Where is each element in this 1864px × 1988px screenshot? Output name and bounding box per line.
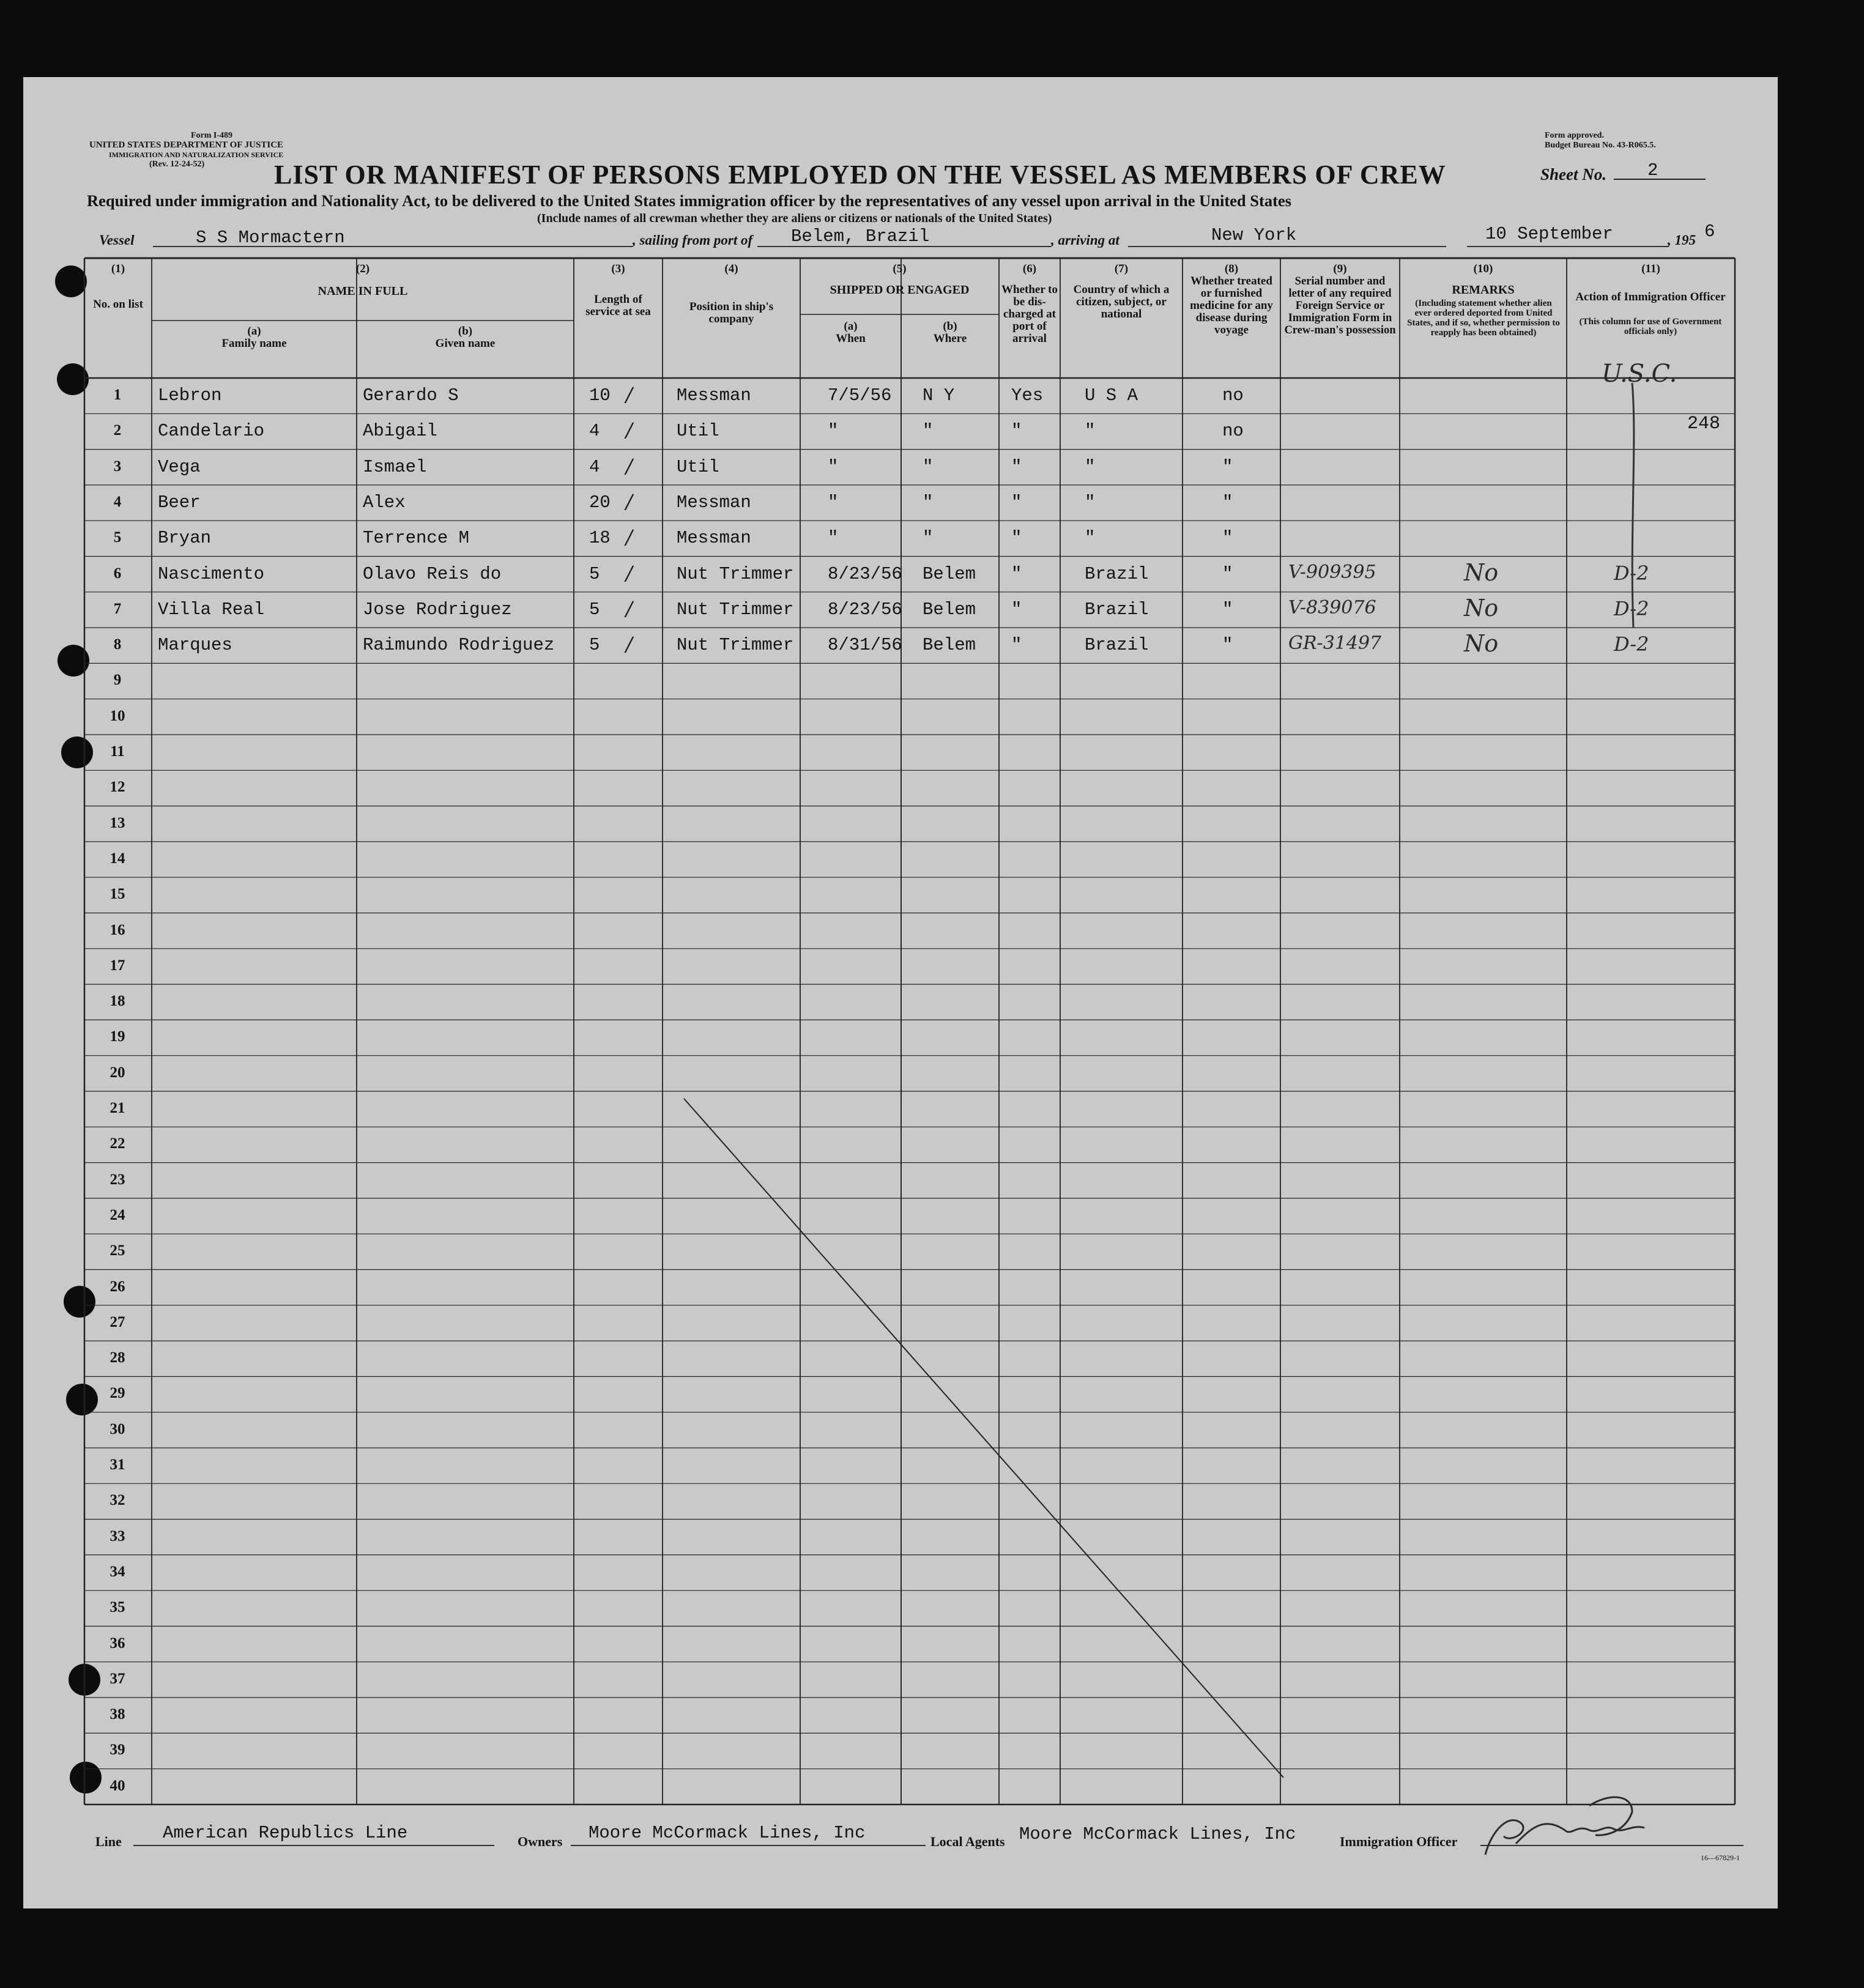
col11-header: Action of Immigration Officer (1575, 291, 1726, 303)
col2a-header: (a) Family name (221, 325, 287, 350)
col9-number: (9) (1333, 262, 1347, 275)
year-digit: 6 (1704, 221, 1715, 242)
medicine-flag: " (1222, 635, 1233, 656)
row-number: 15 (110, 886, 125, 903)
given-name: Terrence M (363, 528, 470, 549)
shipped-where: " (923, 492, 934, 513)
agency-name: UNITED STATES DEPARTMENT OF JUSTICE (89, 140, 284, 150)
col11-number: (11) (1641, 262, 1660, 275)
col5-header: SHIPPED OR ENGAGED (830, 283, 970, 297)
check-tick: / (626, 418, 633, 442)
discharge-flag: " (1011, 456, 1022, 477)
row-number: 17 (110, 957, 125, 974)
service-length: 20 (589, 492, 611, 513)
position: Messman (677, 385, 751, 406)
service-length: 4 (589, 456, 600, 477)
form-revision: (Rev. 12-24-52) (149, 160, 205, 169)
remarks: No (1464, 558, 1499, 586)
annotation-number: 248 (1687, 414, 1721, 434)
medicine-flag: " (1222, 563, 1233, 584)
row-number: 3 (113, 458, 122, 475)
discharge-flag: " (1011, 492, 1022, 513)
given-name: Raimundo Rodriguez (363, 635, 555, 656)
country: " (1085, 421, 1096, 442)
given-name: Jose Rodriguez (363, 599, 512, 620)
shipped-where: Belem (923, 599, 976, 620)
form-approval: Form approved. (1545, 131, 1604, 140)
medicine-flag: " (1222, 599, 1233, 620)
col4-header: Position in ship's company (689, 300, 774, 325)
shipped-when: 8/23/56 (828, 599, 902, 620)
country: " (1085, 456, 1096, 477)
country: Brazil (1085, 635, 1149, 656)
position: Messman (677, 492, 751, 513)
row-number: 27 (110, 1313, 125, 1330)
form-instruction: (Include names of all crewman whether they are aliens or citizens or nationals of the United States) (537, 212, 1052, 225)
col8-header: Whether treated or furnished medicine for any disease during voyage (1190, 275, 1273, 336)
col6-number: (6) (1022, 262, 1037, 275)
shipped-when: " (828, 456, 839, 477)
row-number: 33 (110, 1527, 125, 1545)
col7-header: Country of which a citizen, subject, or national (1073, 283, 1170, 321)
officer-action: D-2 (1614, 596, 1649, 620)
row-number: 12 (110, 779, 125, 796)
col10-header: REMARKS (1452, 283, 1515, 297)
position: Messman (677, 528, 751, 549)
officer-signature (1467, 1787, 1669, 1873)
country: Brazil (1085, 599, 1149, 620)
row-number: 20 (110, 1064, 125, 1081)
row-number: 6 (113, 565, 122, 582)
sailing-label: , sailing from port of (633, 232, 753, 248)
medicine-flag: " (1222, 492, 1233, 513)
row-number: 8 (113, 636, 122, 653)
serial-number: V-839076 (1288, 596, 1376, 618)
row-number: 39 (110, 1741, 125, 1759)
family-name: Marques (158, 635, 232, 656)
row-number: 7 (113, 600, 122, 617)
row-number: 13 (110, 814, 125, 831)
given-name: Alex (363, 492, 406, 513)
service-length: 10 (589, 385, 611, 406)
col5a-header: (a) When (836, 320, 866, 345)
serial-number: V-909395 (1288, 561, 1376, 583)
col3-header: Length of service at sea (585, 293, 651, 318)
sheet-number: 2 (1647, 160, 1658, 180)
col10-note: (Including statement whether alien ever ordered deported from United States, and if so, whether permission to reapply has been obtained) (1407, 299, 1560, 338)
owners-underline (571, 1845, 926, 1846)
discharge-flag: " (1011, 563, 1022, 584)
family-name: Candelario (158, 421, 265, 442)
row-number: 5 (113, 529, 122, 546)
family-name: Vega (158, 456, 201, 477)
row-number: 11 (110, 743, 125, 760)
medicine-flag: " (1222, 528, 1233, 549)
footer-code: 16—67829-1 (1701, 1853, 1740, 1862)
budget-bureau: Budget Bureau No. 43-R065.5. (1545, 141, 1656, 150)
row-number: 36 (110, 1634, 125, 1652)
vessel-label: Vessel (99, 232, 135, 248)
col4-number: (4) (724, 262, 738, 275)
col2-number: (2) (355, 262, 370, 275)
row-number: 24 (110, 1206, 125, 1223)
row-number: 23 (110, 1171, 125, 1188)
col11-note: (This column for use of Government officials only) (1579, 317, 1722, 336)
country: " (1085, 528, 1096, 549)
col2b-header: (b) Given name (435, 325, 496, 350)
position: Nut Trimmer (677, 563, 794, 584)
remarks: No (1464, 594, 1499, 621)
col10-number: (10) (1473, 262, 1493, 275)
bracket-mark (1589, 377, 1663, 634)
serial-number: GR-31497 (1288, 632, 1382, 655)
check-tick: / (626, 525, 633, 549)
col5-number: (5) (893, 262, 907, 275)
col5b-header: (b) Where (933, 320, 967, 345)
row-number: 21 (110, 1100, 125, 1116)
shipped-when: 7/5/56 (828, 385, 892, 406)
officer-action: D-2 (1614, 561, 1649, 585)
col3-number: (3) (611, 262, 625, 275)
row-number: 22 (110, 1135, 125, 1152)
col8-number: (8) (1224, 262, 1239, 275)
position: Nut Trimmer (677, 635, 794, 656)
row-number: 18 (110, 993, 125, 1010)
service-length: 5 (589, 599, 600, 620)
row-number: 40 (110, 1777, 125, 1794)
row-number: 28 (110, 1349, 125, 1367)
officer-action: U.S.C. (1602, 360, 1677, 388)
check-tick: / (626, 596, 633, 620)
shipping-line: American Republics Line (163, 1823, 408, 1843)
line-label: Line (95, 1834, 122, 1849)
row-number: 26 (110, 1278, 125, 1295)
check-tick: / (626, 632, 633, 656)
discharge-flag: " (1011, 528, 1022, 549)
shipped-where: N Y (923, 385, 955, 406)
row-number: 25 (110, 1242, 125, 1259)
agents-name: Moore McCormack Lines, Inc (1019, 1824, 1296, 1844)
paper-crease (684, 1099, 1283, 1778)
departure-port: Belem, Brazil (791, 226, 930, 247)
form-title: LIST OR MANIFEST OF PERSONS EMPLOYED ON THE VESSEL AS MEMBERS OF CREW (274, 160, 1446, 190)
row-number: 30 (110, 1420, 125, 1437)
discharge-flag: " (1011, 421, 1022, 442)
discharge-flag: " (1011, 599, 1022, 620)
form-number: Form I-489 (191, 131, 233, 140)
officer-action: D-2 (1614, 632, 1649, 656)
line-underline (133, 1845, 494, 1846)
col6-header: Whether to be dis-charged at port of arrival (1001, 283, 1058, 345)
owners-name: Moore McCormack Lines, Inc (589, 1823, 866, 1843)
arrival-date: 10 September (1485, 224, 1613, 244)
discharge-flag: " (1011, 635, 1022, 656)
shipped-when: 8/31/56 (828, 635, 902, 656)
medicine-flag: no (1222, 385, 1244, 406)
row-number: 10 (110, 707, 125, 724)
position: Util (677, 456, 719, 477)
row-number: 16 (110, 921, 125, 938)
shipped-when: " (828, 421, 839, 442)
col1-number: (1) (111, 262, 125, 275)
remarks: No (1464, 630, 1499, 658)
check-tick: / (626, 489, 633, 513)
row-number: 31 (110, 1456, 125, 1473)
discharge-flag: Yes (1011, 385, 1044, 406)
check-tick: / (626, 383, 633, 406)
shipped-when: " (828, 528, 839, 549)
row-number: 2 (113, 422, 122, 439)
medicine-flag: " (1222, 456, 1233, 477)
service-length: 5 (589, 635, 600, 656)
sheet-label: Sheet No. (1540, 165, 1606, 184)
country: " (1085, 492, 1096, 513)
row-number: 14 (110, 850, 125, 867)
row-number: 35 (110, 1599, 125, 1616)
arrival-port: New York (1211, 225, 1297, 245)
manifest-grid (23, 77, 1778, 1908)
officer-label: Immigration Officer (1340, 1834, 1458, 1849)
shipped-where: " (923, 421, 934, 442)
shipped-where: " (923, 528, 934, 549)
country: Brazil (1085, 563, 1149, 584)
shipped-where: Belem (923, 635, 976, 656)
medicine-flag: no (1222, 421, 1244, 442)
service-length: 5 (589, 563, 600, 584)
position: Util (677, 421, 719, 442)
col9-header: Serial number and letter of any required Foreign Service or Immigration Form in Crew-man's possession (1284, 275, 1396, 336)
col7-number: (7) (1114, 262, 1129, 275)
shipped-where: " (923, 456, 934, 477)
service-length: 4 (589, 421, 600, 442)
given-name: Ismael (363, 456, 427, 477)
row-number: 34 (110, 1563, 125, 1580)
position: Nut Trimmer (677, 599, 794, 620)
given-name: Gerardo S (363, 385, 459, 406)
row-number: 9 (113, 672, 122, 689)
country: U S A (1085, 385, 1138, 406)
vessel-name: S S Mormactern (196, 228, 345, 248)
col2-header: NAME IN FULL (317, 284, 408, 298)
family-name: Villa Real (158, 599, 265, 620)
family-name: Bryan (158, 528, 212, 549)
shipped-when: " (828, 492, 839, 513)
row-number: 19 (110, 1028, 125, 1045)
agents-label: Local Agents (930, 1834, 1005, 1849)
given-name: Abigail (363, 421, 437, 442)
family-name: Lebron (158, 385, 222, 406)
given-name: Olavo Reis do (363, 563, 502, 584)
col1-header: No. on list (93, 298, 143, 311)
year-prefix: , 195 (1668, 232, 1696, 248)
row-number: 1 (113, 387, 122, 403)
family-name: Beer (158, 492, 201, 513)
service-name: IMMIGRATION AND NATURALIZATION SERVICE (109, 150, 284, 159)
service-length: 18 (589, 528, 611, 549)
shipped-where: Belem (923, 563, 976, 584)
shipped-when: 8/23/56 (828, 563, 902, 584)
check-tick: / (626, 561, 633, 585)
owners-label: Owners (518, 1834, 563, 1849)
row-number: 32 (110, 1492, 125, 1509)
family-name: Nascimento (158, 563, 265, 584)
manifest-sheet (23, 77, 1778, 1908)
row-number: 29 (110, 1385, 125, 1402)
row-number: 4 (113, 493, 122, 510)
row-number: 38 (110, 1706, 125, 1723)
check-tick: / (626, 454, 633, 478)
form-subtitle: Required under immigration and Nationality Act, to be delivered to the United States immigration officer by the representatives of any vessel upon arrival in the United States (87, 191, 1291, 210)
arriving-label: , arriving at (1051, 232, 1120, 248)
row-number: 37 (110, 1670, 125, 1687)
